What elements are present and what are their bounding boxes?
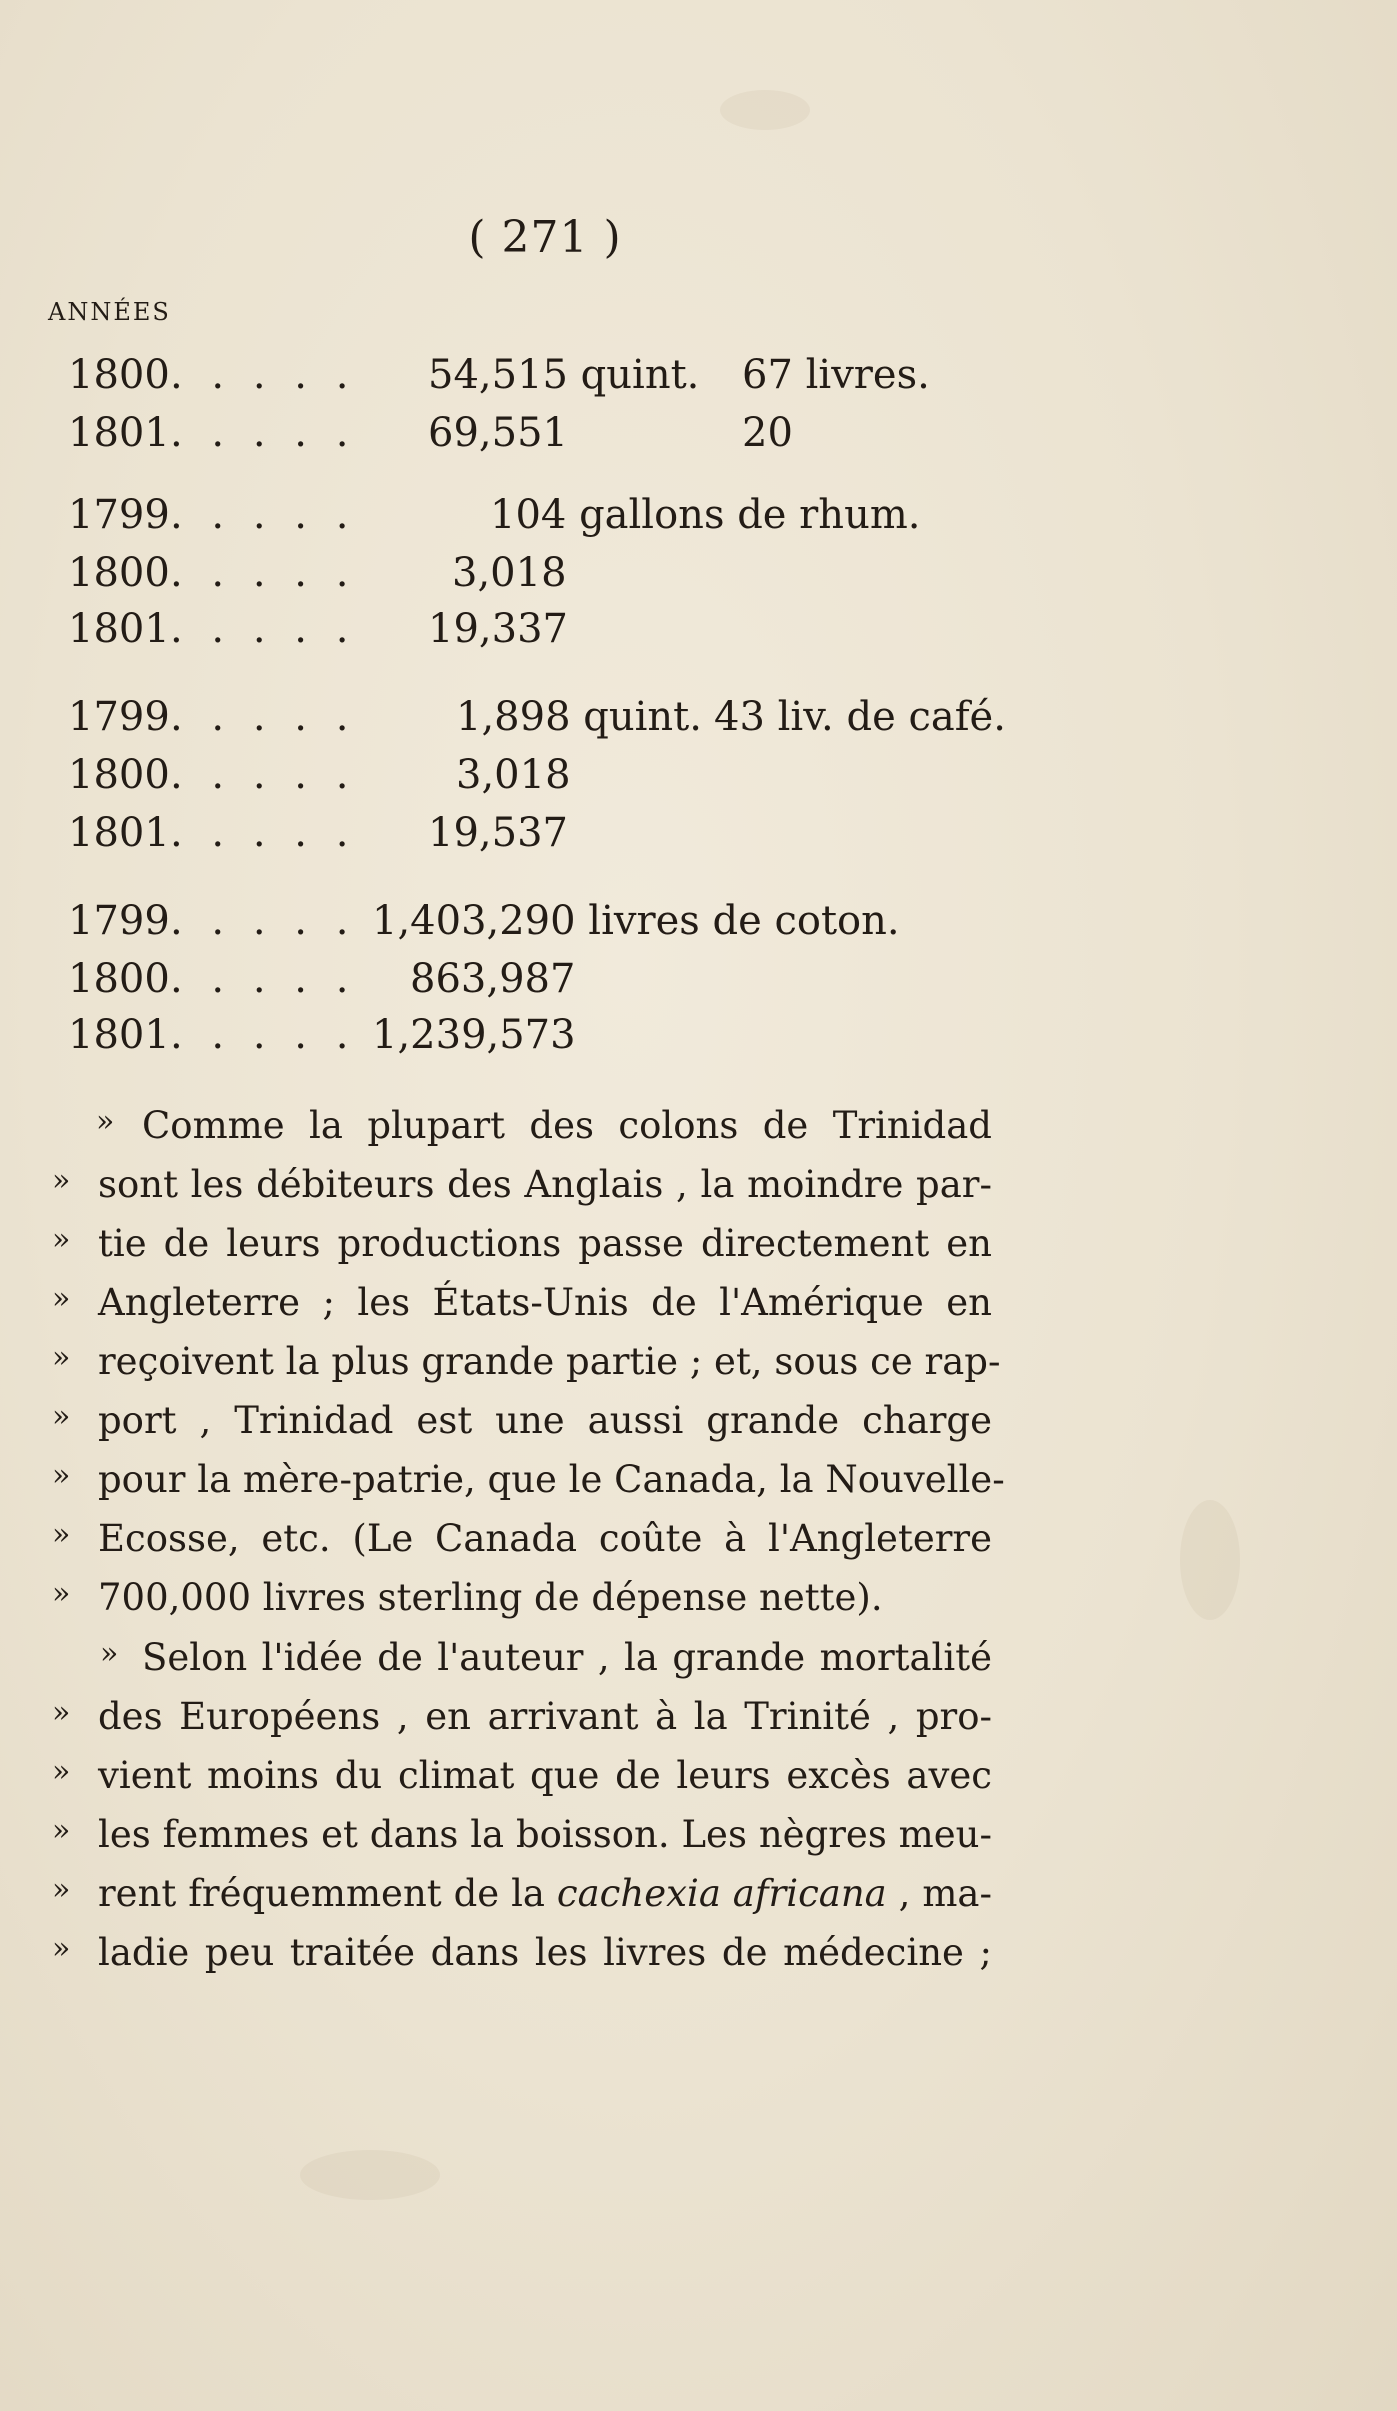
text-line	[52, 1517, 992, 1565]
line-text: sont les débiteurs des Anglais , la moindre par-	[98, 1163, 992, 1206]
quote-mark: »	[52, 1813, 71, 1848]
quantity: 1,898 quint.	[456, 694, 702, 740]
leader-dots: . . . . .	[170, 410, 357, 456]
year: 1799	[68, 694, 170, 740]
text-line	[52, 1754, 992, 1802]
text-line	[52, 1399, 992, 1447]
year: 1800	[68, 550, 170, 596]
leader-dots: . . . . .	[170, 898, 357, 944]
text-line	[52, 1931, 992, 1979]
year: 1801	[68, 410, 170, 456]
quantity: 69,551	[428, 410, 568, 456]
quote-mark: »	[52, 1872, 71, 1907]
quantity: 54,515 quint.	[428, 352, 700, 398]
year: 1801	[68, 606, 170, 652]
quantity: 19,537	[428, 810, 568, 856]
line-text	[98, 1872, 992, 1915]
quote-mark: »	[52, 1399, 71, 1434]
line-text: Angleterre ; les États-Unis de l'Amérique en	[98, 1281, 992, 1324]
line-text: 700,000 livres sterling de dépense nette).	[98, 1576, 883, 1619]
text-line	[52, 1872, 992, 1920]
quote-mark: »	[52, 1340, 71, 1375]
line-text-end: , ma-	[898, 1872, 992, 1915]
year: 1800	[68, 352, 170, 398]
quote-mark: »	[100, 1636, 119, 1671]
quote-mark: »	[52, 1931, 71, 1966]
line-text: les femmes et dans la boisson. Les nègres meu-	[98, 1813, 992, 1856]
table-row	[0, 352, 1000, 402]
disease-name: cachexia africana	[556, 1872, 887, 1915]
table-row	[0, 492, 1000, 542]
page-number: ( 271 )	[468, 212, 622, 263]
quote-mark: »	[52, 1754, 71, 1789]
leader-dots: . . . . .	[170, 352, 357, 398]
table-row	[0, 410, 1000, 460]
table-row	[0, 898, 1000, 948]
quantity-note: 20	[742, 410, 793, 456]
line-text: reçoivent la plus grande partie ; et, sous ce rap-	[98, 1340, 1001, 1383]
text-line	[52, 1104, 992, 1152]
table-row	[0, 752, 1000, 802]
text-line	[52, 1813, 992, 1861]
quote-mark: »	[52, 1458, 71, 1493]
text-line	[52, 1163, 992, 1211]
quantity: 1,239,573	[372, 1012, 576, 1058]
quote-mark: »	[52, 1281, 71, 1316]
leader-dots: . . . . .	[170, 810, 357, 856]
line-text: des Européens , en arrivant à la Trinité , pro-	[98, 1695, 992, 1738]
table-row	[0, 956, 1000, 1006]
text-line	[52, 1576, 992, 1624]
table-row	[0, 550, 1000, 600]
table-row	[0, 1012, 1000, 1062]
quantity: 3,018	[452, 550, 567, 596]
year: 1799	[68, 898, 170, 944]
line-text: Ecosse, etc. (Le Canada coûte à l'Angleterre	[98, 1517, 992, 1560]
quote-mark: »	[52, 1222, 71, 1257]
column-header-years: ANNÉES	[48, 298, 171, 326]
quote-mark: »	[52, 1576, 71, 1611]
line-text-start: rent fréquemment de la	[98, 1872, 545, 1915]
line-text: tie de leurs productions passe directement en	[98, 1222, 992, 1265]
table-row	[0, 694, 1006, 744]
leader-dots: . . . . .	[170, 694, 357, 740]
text-line	[52, 1695, 992, 1743]
line-text: pour la mère-patrie, que le Canada, la Nouvelle-	[98, 1458, 1005, 1501]
year: 1800	[68, 956, 170, 1002]
year: 1801	[68, 1012, 170, 1058]
line-text: vient moins du climat que de leurs excès avec	[98, 1754, 992, 1797]
leader-dots: . . . . .	[170, 550, 357, 596]
text-line	[52, 1458, 1005, 1506]
line-text: Selon l'idée de l'auteur , la grande mortalité	[142, 1636, 992, 1679]
quantity-note: 67 livres.	[742, 352, 930, 398]
text-line	[52, 1222, 992, 1270]
quantity: 3,018	[456, 752, 571, 798]
line-text: port , Trinidad est une aussi grande charge	[98, 1399, 992, 1442]
text-line	[52, 1281, 992, 1329]
quote-mark: »	[52, 1163, 71, 1198]
paper-stain	[1180, 1500, 1240, 1620]
year: 1801	[68, 810, 170, 856]
quantity-note: 43 liv. de café.	[714, 694, 1006, 740]
year: 1799	[68, 492, 170, 538]
paper-stain	[720, 90, 810, 130]
table-row	[0, 606, 1000, 656]
quote-mark: »	[52, 1695, 71, 1730]
quantity: 19,337	[428, 606, 568, 652]
quantity: 863,987	[410, 956, 576, 1002]
text-line	[52, 1340, 1001, 1388]
leader-dots: . . . . .	[170, 752, 357, 798]
quantity: 1,403,290 livres de coton.	[372, 898, 900, 944]
line-text: Comme la plupart des colons de Trinidad	[142, 1104, 992, 1147]
text-line	[52, 1636, 992, 1684]
quote-mark: »	[96, 1104, 115, 1139]
leader-dots: . . . . .	[170, 606, 357, 652]
leader-dots: . . . . .	[170, 1012, 357, 1058]
year: 1800	[68, 752, 170, 798]
paper-stain	[300, 2150, 440, 2200]
quote-mark: »	[52, 1517, 71, 1552]
quantity: 104 gallons de rhum.	[490, 492, 921, 538]
table-row	[0, 810, 1000, 860]
leader-dots: . . . . .	[170, 492, 357, 538]
leader-dots: . . . . .	[170, 956, 357, 1002]
line-text: ladie peu traitée dans les livres de médecine ;	[98, 1931, 992, 1974]
